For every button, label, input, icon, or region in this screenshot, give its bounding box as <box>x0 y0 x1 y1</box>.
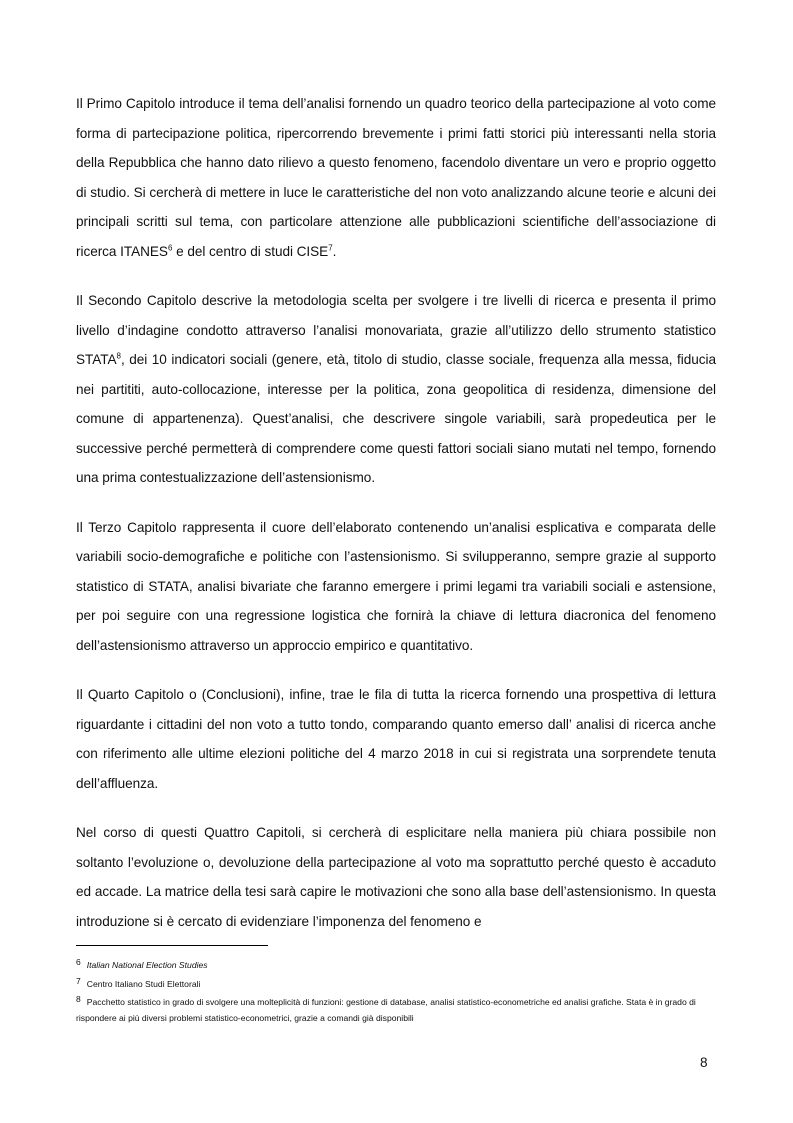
footnote-number: 6 <box>76 957 81 967</box>
footnote-ref-8[interactable]: 8 <box>116 351 121 361</box>
footnote-ref-7[interactable]: 7 <box>328 242 333 252</box>
footnote-number: 7 <box>76 975 81 986</box>
footnote-separator <box>76 945 268 946</box>
paragraph-quarto-capitolo: Il Quarto Capitolo o (Conclusioni), infine, trae le fila di tutta la ricerca fornendo una prospettiva di lettura riguardante i cittadini del non voto a tutto tondo, comparando quanto emerso dall’ analisi di ricerca anche con riferimento alle ultime elezioni politiche del 4 marzo 2018 in cui si registrata una sorprendete tenuta dell’affluenza. <box>76 687 716 791</box>
body-text <box>76 89 716 956</box>
footnote-6 <box>76 955 716 974</box>
footnote-7 <box>76 974 716 993</box>
footnote-ref-6[interactable]: 6 <box>167 242 173 252</box>
paragraph-conclusione: Nel corso di questi Quattro Capitoli, si cercherà di esplicitare nella maniera più chiara possibile non soltanto l’evoluzione o, devoluzione della partecipazione al voto ma soprattutto perché questo è accaduto ed accade. La matrice della tesi sarà capire le motivazioni che sono alla base dell’astensionismo. In questa introduzione si è cercato di evidenziare l’imponenza del fenomeno e <box>76 825 716 929</box>
page-number: 8 <box>700 1055 708 1070</box>
paragraph-terzo-capitolo: Il Terzo Capitolo rappresenta il cuore dell’elaborato contenendo un’analisi esplicativa e comparata delle variabili socio-demografiche e politiche con l’astensionismo. Si svilupperanno, sempre grazie al supporto statistico di STATA, analisi bivariate che faranno emergere i primi legami tra variabili sociali e astensione, per poi seguire con una regressione logistica che fornirà la chiave di lettura diacronica del fenomeno dell’astensionismo attraverso un approccio empirico e quantitativo. <box>76 519 716 653</box>
footnote-8 <box>76 992 716 1026</box>
footnotes <box>76 955 716 1026</box>
footnote-text: Italian National Election Studies <box>86 960 208 970</box>
footnote-text: Pacchetto statistico in grado di svolgere una molteplicità di funzioni: gestione di database, analisi statistico-econometriche ed analisi grafiche. Stata è in grado di rispondere ai più diversi problemi statistico-econometrici, grazie a comandi già disponibili <box>76 997 696 1023</box>
paragraph-primo-capitolo: Il Primo Capitolo introduce il tema dell’analisi fornendo un quadro teorico della partecipazione al voto come forma di partecipazione politica, ripercorrendo brevemente i primi fatti storici più interessanti nella storia della Repubblica che hanno dato rilievo a questo fenomeno, facendolo diventare un vero e proprio oggetto di studio. Si cercherà di mettere in luce le caratteristiche del non voto analizzando alcune teorie e alcuni dei principali scritti sul tema, con particolare attenzione alle pubblicazioni scientifiche dell’associazione di ricerca ITANES$^6$ e del centro di studi CISE$^7$. <box>76 96 716 259</box>
footnote-number: 8 <box>76 994 81 1004</box>
footnote-text: Centro Italiano Studi Elettorali <box>86 978 201 989</box>
paragraph-secondo-capitolo: Il Secondo Capitolo descrive la metodologia scelta per svolgere i tre livelli di ricerca e presenta il primo livello d’indagine condotto attraverso l’analisi monovariata, grazie all’utilizzo dello strumento statistico STATA$^8$, dei 10 indicatori sociali (genere, età, titolo di studio, classe sociale, frequenza alla messa, fiducia nei partititi, auto-collocazione, interesse per la politica, zona geopolitica di residenza, dimensione del comune di appartenenza). Quest’analisi, che descrivere singole variabili, sarà propedeutica per le successive perché permetterà di comprendere come questi fattori sociali siano mutati nel tempo, fornendo una prima contestualizzazione dell’astensionismo. <box>76 293 716 485</box>
